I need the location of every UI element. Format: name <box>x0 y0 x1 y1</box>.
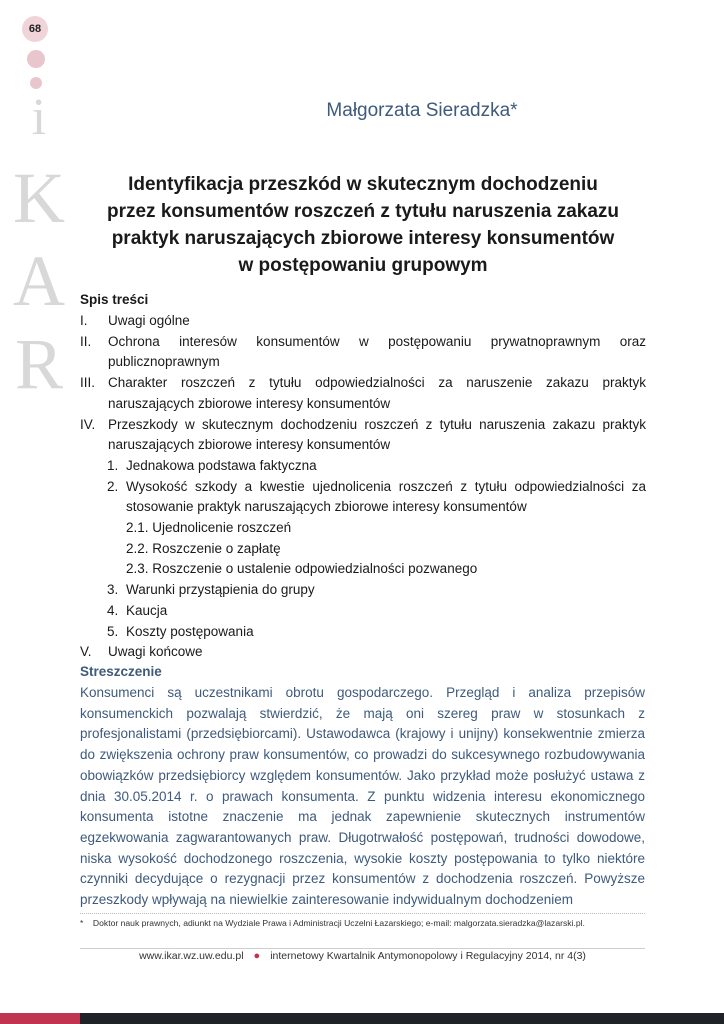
article-title <box>80 171 646 279</box>
toc-item-number: I. <box>80 313 88 328</box>
footnote <box>80 918 645 928</box>
toc-item-text: Koszty postępowania <box>126 623 254 639</box>
bottom-dark-bar <box>80 1013 724 1024</box>
toc-subsubitem <box>80 518 646 539</box>
toc-item-text: 2.2. Roszczenie o zapłatę <box>126 540 281 556</box>
side-brand-letter-r: R <box>14 324 64 404</box>
abstract-text: Konsumenci są uczestnikami obrotu gospodarczego. Przegląd i analiza przepisów konsumenckich pozwalają stwierdzić, że mają oni szereg praw w stosunkach z profesjonalistami (przedsiębiorcami). Ustawodawca (krajowy i unijny) konsekwentnie zmierza do zwiększenia ochrony praw konsumentów, co prowadzi do sukcesywnego rozbudowywania obowiązków przedsiębiorcy względem konsumentów. Jako przykład może posłużyć ustawa z dnia 30.05.2014 r. o prawach konsumenta. Z punktu widzenia interesu ekonomicznego konsumenta istotne znaczenie ma jednak zapewnienie skutecznych instrumentów egzekwowania zagwarantowanych praw. Długotrwałość postępowań, trudności dowodowe, niska wysokość dochodzonego roszczenia, wysokie koszty postępowania to tylko niektóre czynniki decydujące o rezygnacji przez konsumentów z dochodzenia roszczeń. Powyższe przeszkody wpływają na niewielkie zainteresowanie indywidualnym dochodzeniem <box>80 685 645 908</box>
footnote-text: Doktor nauk prawnych, adiunkt na Wydziale Prawa i Administracji Uczelni Łazarskiego; e-mail: malgorzata.sieradzka@lazarski.pl. <box>92 918 585 928</box>
toc-subitem <box>80 456 646 477</box>
page-footer <box>80 950 645 962</box>
toc-item-number: 4. <box>107 602 119 618</box>
footer-separator-dot: ● <box>253 950 261 962</box>
toc-item-text: Ochrona interesów konsumentów w postępowaniu prywatnoprawnym oraz publicznoprawnym <box>108 333 646 370</box>
toc-subitem <box>80 622 646 643</box>
toc-subitem <box>80 580 646 601</box>
toc-item-number: IV. <box>80 416 96 432</box>
author: Małgorzata Sieradzka* <box>326 100 518 121</box>
footnote-marker: * <box>80 918 84 928</box>
toc-subitem <box>80 477 646 518</box>
toc-subsubitem <box>80 559 646 580</box>
side-brand-letter-i: i <box>31 89 47 146</box>
toc-subitem <box>80 601 646 622</box>
side-brand-letter-k: K <box>13 158 65 238</box>
toc-item <box>80 373 646 414</box>
toc-item-number: 5. <box>107 623 119 639</box>
toc-item <box>80 642 646 663</box>
toc-subsubitem <box>80 539 646 560</box>
page-number: 68 <box>22 16 48 42</box>
toc-item-text: Uwagi ogólne <box>108 313 190 328</box>
toc-item <box>80 311 646 332</box>
toc-item-text: Kaucja <box>126 602 168 618</box>
toc-item-number: 1. <box>107 457 119 473</box>
toc-item-text: 2.3. Roszczenie o ustalenie odpowiedzialności pozwanego <box>126 561 478 577</box>
decorative-dot <box>30 77 42 89</box>
toc-item <box>80 332 646 373</box>
footer-journal: internetowy Kwartalnik Antymonopolowy i Regulacyjny 2014, nr 4(3) <box>270 950 586 962</box>
toc-item-text: Przeszkody w skutecznym dochodzeniu roszczeń z tytułu naruszenia zakazu praktyk naruszających zbiorowe interesy konsumentów <box>108 416 646 453</box>
toc-item-number: III. <box>80 375 96 391</box>
title-line: Identyfikacja przeszkód w skutecznym dochodzeniu <box>128 174 598 195</box>
footer-url[interactable]: www.ikar.wz.uw.edu.pl <box>139 950 244 962</box>
toc-item-text: Charakter roszczeń z tytułu odpowiedzialności za naruszenie zakazu praktyk naruszających zbiorowe interesy konsumentów <box>108 375 646 411</box>
toc-item-text: 2.1. Ujednolicenie roszczeń <box>126 520 292 536</box>
footnote-divider <box>80 913 645 914</box>
title-line: praktyk naruszających zbiorowe interesy konsumentów <box>111 228 615 249</box>
title-line: przez konsumentów roszczeń z tytułu naruszenia zakazu <box>106 201 620 222</box>
toc-item-text: Wysokość szkody a kwestie ujednolicenia roszczeń z tytułu odpowiedzialności za stosowanie praktyk naruszających zbiorowe interesy konsumentów <box>126 478 646 515</box>
side-brand-letter-a: A <box>13 241 65 321</box>
toc-item-text: Uwagi końcowe <box>108 644 203 660</box>
toc-item-text: Jednakowa podstawa faktyczna <box>126 457 317 473</box>
toc-item-text: Warunki przystąpienia do grupy <box>126 582 315 598</box>
toc-item-number: V. <box>80 644 92 660</box>
bottom-accent-bar <box>0 1013 80 1024</box>
toc-item-number: 2. <box>107 478 119 494</box>
decorative-dot <box>27 50 45 68</box>
toc-heading: Spis treści <box>80 292 149 307</box>
toc-item <box>80 415 646 456</box>
abstract-heading: Streszczenie <box>80 664 162 679</box>
footer-divider <box>80 948 645 949</box>
table-of-contents <box>80 311 646 663</box>
toc-item-number: 3. <box>107 582 119 598</box>
title-line: w postępowaniu grupowym <box>238 255 488 276</box>
toc-item-number: II. <box>80 333 92 349</box>
